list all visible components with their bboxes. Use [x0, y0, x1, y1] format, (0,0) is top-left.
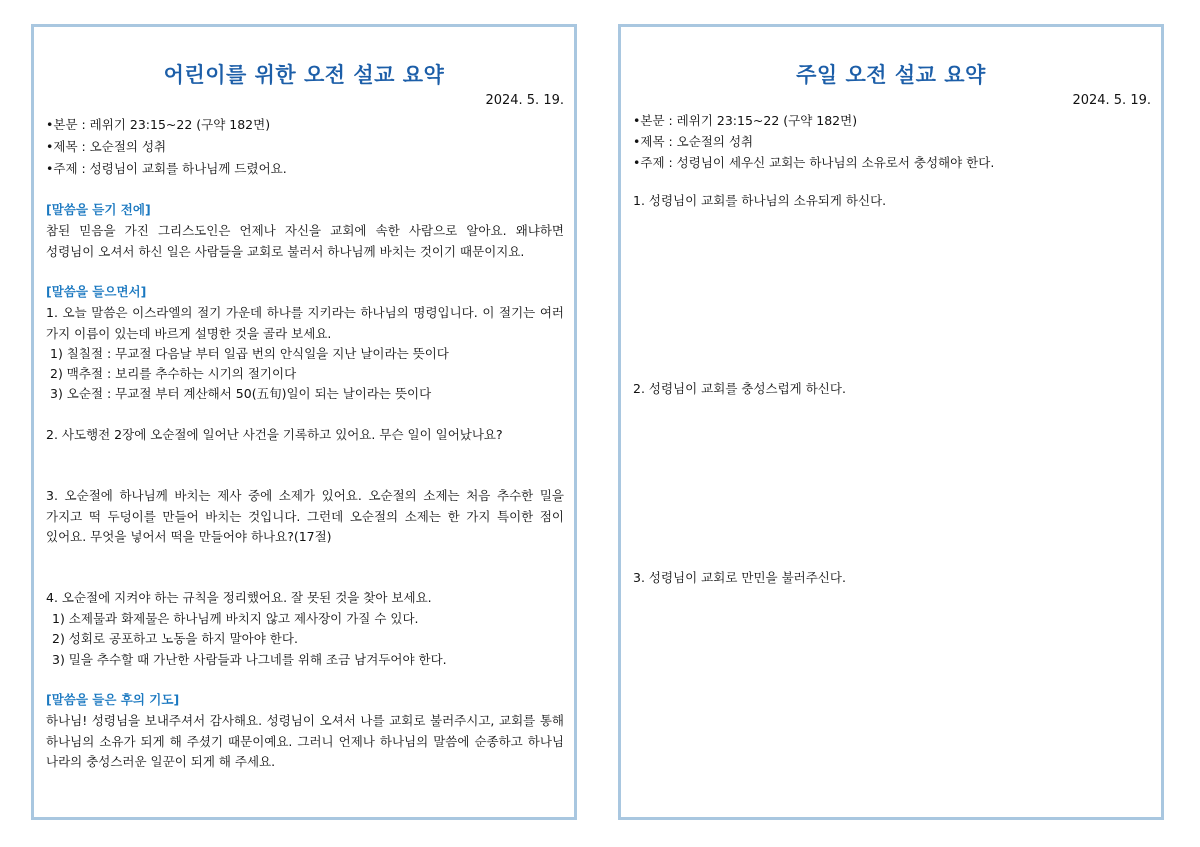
section-heading-after: [말씀을 들은 후의 기도] — [46, 692, 180, 707]
scripture-line: •본문 : 레위기 23:15~22 (구약 182면) — [46, 117, 271, 132]
point-2: 2. 성령님이 교회를 충성스럽게 하신다. — [633, 381, 846, 396]
question-4-option-1: 1) 소제물과 화제물은 하나님께 바치지 않고 제사장이 가질 수 있다. — [52, 611, 419, 626]
prayer-paragraph: 하나님! 성령님을 보내주셔서 감사해요. 성령님이 오셔서 나를 교회로 불러주시고, 교회를 통해 하나님의 소유가 되게 해 주셨기 때문이예요. 그러니 언제나 하나님의 말씀에 순종하고 하나님 나라의 충성스러운 일꾼이 되게 해 주세요. — [46, 713, 564, 769]
point-1: 1. 성령님이 교회를 하나님의 소유되게 하신다. — [633, 193, 887, 208]
question-1-option-2: 2) 맥추절 : 보리를 추수하는 시기의 절기이다 — [50, 366, 297, 381]
question-1-option-3: 3) 오순절 : 무교절 부터 계산해서 50(五旬)일이 되는 날이라는 뜻이다 — [50, 386, 432, 401]
question-4: 4. 오순절에 지켜야 하는 규칙을 정리했어요. 잘 못된 것을 찾아 보세요. — [46, 590, 432, 605]
section-heading-before: [말씀을 듣기 전에] — [46, 202, 151, 217]
theme-line: •주제 : 성령님이 세우신 교회는 하나님의 소유로서 충성해야 한다. — [633, 155, 995, 170]
page-title: 어린이를 위한 오전 설교 요약 — [163, 63, 445, 87]
theme-line: •주제 : 성령님이 교회를 하나님께 드렸어요. — [46, 161, 287, 176]
sermon-title-line: •제목 : 오순절의 성취 — [633, 134, 754, 149]
question-4-option-3: 3) 밀을 추수할 때 가난한 사람들과 나그네를 위해 조금 남겨두어야 한다. — [52, 652, 447, 667]
point-3: 3. 성령님이 교회로 만민을 불러주신다. — [633, 570, 846, 585]
sermon-date: 2024. 5. 19. — [485, 93, 564, 108]
question-4-option-2: 2) 성회로 공포하고 노동을 하지 말아야 한다. — [52, 631, 298, 646]
section-heading-during: [말씀을 들으면서] — [46, 284, 147, 299]
question-3: 3. 오순절에 하나님께 바치는 제사 중에 소제가 있어요. 오순절의 소제는 처음 추수한 밀을 가지고 떡 두덩이를 만들어 바치는 것입니다. 그런데 오순절의 소제는 한 가지 특이한 점이 있어요. 무엇을 넣어서 떡을 만들어야 하나요?(17절) — [46, 488, 564, 544]
before-paragraph: 참된 믿음을 가진 그리스도인은 언제나 자신을 교회에 속한 사람으로 알아요. 왜냐하면 성령님이 오셔서 하신 일은 사람들을 교회로 불러서 하나님께 바치는 것이기 때문이지요. — [46, 223, 564, 259]
scripture-line: •본문 : 레위기 23:15~22 (구약 182면) — [633, 113, 858, 128]
question-1-option-1: 1) 칠칠절 : 무교절 다음날 부터 일곱 번의 안식일을 지난 날이라는 뜻이다 — [50, 346, 449, 361]
question-1: 1. 오늘 말씀은 이스라엘의 절기 가운데 하나를 지키라는 하나님의 명령입니다. 이 절기는 여러 가지 이름이 있는데 바르게 설명한 것을 골라 보세요. — [46, 305, 564, 341]
children-sermon-summary-page — [31, 24, 577, 820]
sermon-title-line: •제목 : 오순절의 성취 — [46, 139, 167, 154]
sermon-date: 2024. 5. 19. — [1072, 93, 1151, 108]
question-2: 2. 사도행전 2장에 오순절에 일어난 사건을 기록하고 있어요. 무슨 일이 일어났나요? — [46, 427, 503, 442]
sunday-sermon-summary-page — [618, 24, 1164, 820]
page-title: 주일 오전 설교 요약 — [796, 63, 986, 87]
